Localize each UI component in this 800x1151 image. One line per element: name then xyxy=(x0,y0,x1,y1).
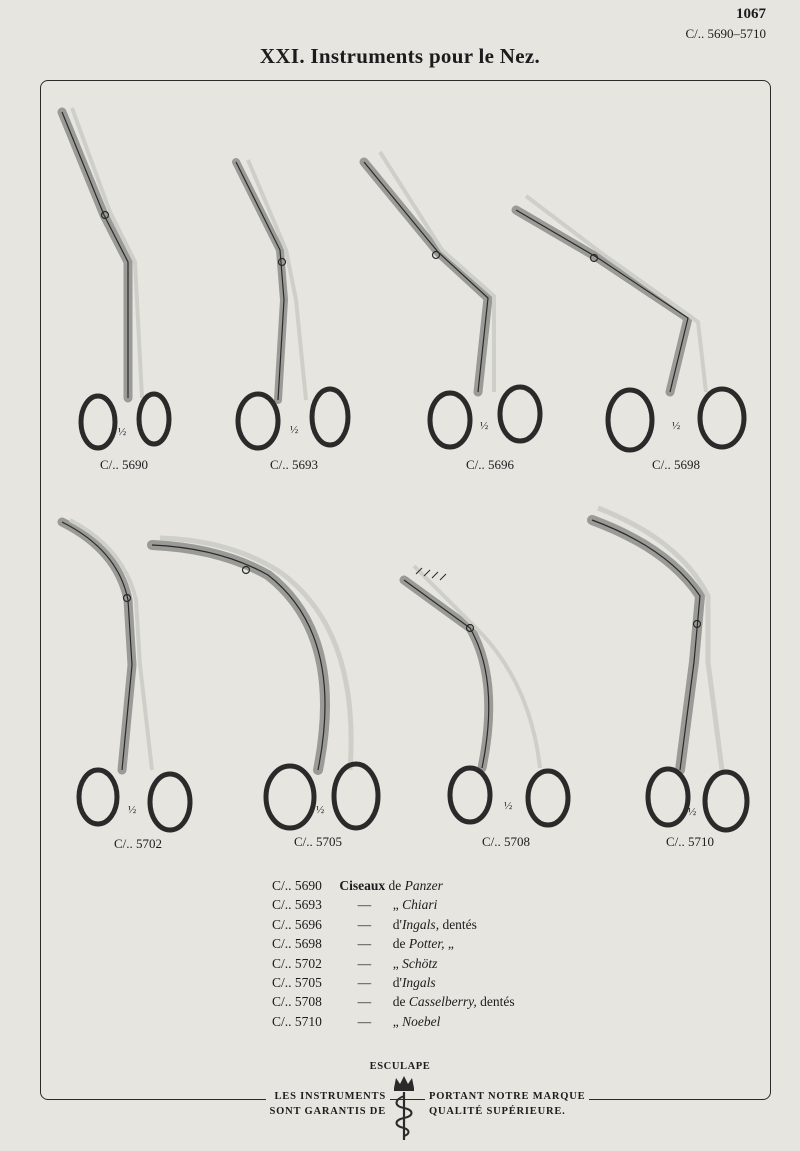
legend-prep: de xyxy=(388,878,402,893)
legend-row xyxy=(272,878,515,897)
legend-code: C/.. 5705 xyxy=(272,974,322,990)
scissors-5696-illustration xyxy=(364,152,540,447)
scissors-5690-illustration xyxy=(62,108,169,448)
legend-row xyxy=(272,1014,515,1033)
footer-right-line-2: QUALITÉ SUPÉRIEURE. xyxy=(425,1104,589,1119)
legend-author: Ingals xyxy=(401,974,436,990)
instrument-label-5693: C/.. 5693 xyxy=(270,457,319,472)
legend-suffix: dentés xyxy=(480,994,515,1010)
legend-prep: „ xyxy=(392,1013,399,1029)
legend-author: Panzer xyxy=(404,878,443,893)
scale-mark: ½ xyxy=(316,804,325,816)
legend-author: Casselberry, xyxy=(408,994,477,1010)
footer-left-line-1: LES INSTRUMENTS xyxy=(266,1089,390,1104)
legend-suffix: „ xyxy=(447,936,454,952)
instrument-label-5705: C/.. 5705 xyxy=(294,834,343,849)
footer-right-line-1: PORTANT NOTRE MARQUE xyxy=(425,1089,589,1104)
legend-name: Ciseaux xyxy=(339,878,386,893)
legend-code: C/.. 5698 xyxy=(272,936,322,952)
legend-author: Ingals, xyxy=(401,916,440,932)
instrument-label-5708: C/.. 5708 xyxy=(482,834,531,849)
legend-author: Potter, xyxy=(408,936,445,952)
instrument-label-5696: C/.. 5696 xyxy=(466,457,515,472)
legend-code: C/.. 5693 xyxy=(272,897,322,913)
crown-serpent-emblem-icon xyxy=(388,1074,420,1142)
instrument-legend xyxy=(272,878,515,1033)
legend-dash: — xyxy=(357,936,372,952)
page-number: 1067 xyxy=(736,6,766,22)
legend-code: C/.. 5702 xyxy=(272,955,322,971)
legend-prep: de xyxy=(392,936,406,952)
legend-code: C/.. 5696 xyxy=(272,916,322,932)
page-range: C/.. 5690–5710 xyxy=(685,26,766,41)
legend-dash: — xyxy=(357,955,372,971)
legend-author: Chiari xyxy=(402,897,438,913)
legend-prep: de xyxy=(392,994,406,1010)
legend-dash: — xyxy=(357,994,372,1010)
footer-guarantee-left xyxy=(266,1089,390,1119)
scale-mark: ½ xyxy=(672,420,681,432)
legend-code: C/.. 5708 xyxy=(272,994,322,1010)
legend-dash: — xyxy=(357,1013,372,1029)
legend-prep: „ xyxy=(392,955,399,971)
scale-mark: ½ xyxy=(688,806,697,818)
legend-author: Noebel xyxy=(402,1013,441,1029)
legend-author: Schötz xyxy=(402,955,438,971)
instrument-label-5710: C/.. 5710 xyxy=(666,834,715,849)
legend-dash: — xyxy=(357,897,372,913)
legend-row xyxy=(272,897,515,916)
scale-mark: ½ xyxy=(480,420,489,432)
instrument-label-5690: C/.. 5690 xyxy=(100,457,149,472)
scissors-5702-illustration xyxy=(62,520,190,830)
scissors-5710-illustration xyxy=(592,508,747,830)
legend-row xyxy=(272,975,515,994)
scale-mark: ½ xyxy=(504,800,513,812)
legend-prep: d' xyxy=(392,974,402,990)
footer-brand: ESCULAPE xyxy=(369,1061,431,1072)
scissors-5698-illustration xyxy=(516,196,744,450)
legend-suffix: dentés xyxy=(442,916,477,932)
legend-prep: „ xyxy=(392,897,399,913)
legend-dash: — xyxy=(357,974,372,990)
legend-prep: d' xyxy=(392,916,402,932)
legend-row xyxy=(272,936,515,955)
instrument-label-5698: C/.. 5698 xyxy=(652,457,701,472)
scale-mark: ½ xyxy=(290,424,299,436)
legend-row xyxy=(272,956,515,975)
legend-code: C/.. 5690 xyxy=(272,878,322,893)
legend-dash: — xyxy=(357,916,372,932)
legend-row xyxy=(272,917,515,936)
scissors-5693-illustration xyxy=(236,160,348,448)
scale-mark: ½ xyxy=(128,804,137,816)
footer-guarantee-right xyxy=(425,1089,589,1119)
legend-row xyxy=(272,994,515,1013)
instrument-label-5702: C/.. 5702 xyxy=(114,836,163,851)
page-title: XXI. Instruments pour le Nez. xyxy=(259,44,541,68)
scissors-5708-illustration xyxy=(404,566,568,825)
legend-code: C/.. 5710 xyxy=(272,1013,322,1029)
footer-left-line-2: SONT GARANTIS DE xyxy=(266,1104,390,1119)
scale-mark: ½ xyxy=(118,426,127,438)
